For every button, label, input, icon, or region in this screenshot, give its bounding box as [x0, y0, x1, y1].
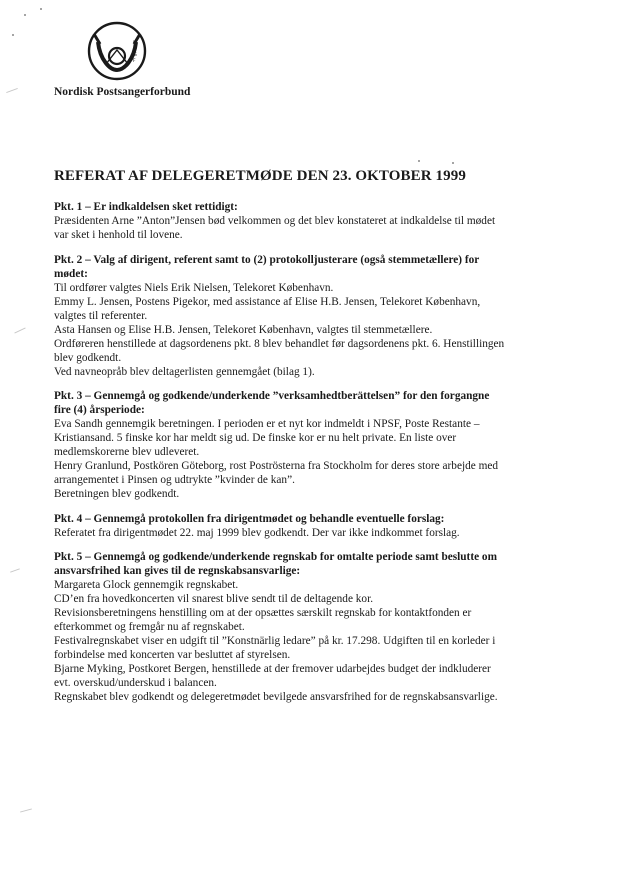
scan-speck: [40, 8, 42, 10]
section-text-line: Bjarne Myking, Postkoret Bergen, henstillede at der fremover udarbejdes budget der indkluderer: [54, 663, 491, 675]
organization-name: Nordisk Postsangerforbund: [54, 86, 191, 98]
scan-mark: [20, 808, 32, 812]
section-text-line: evt. overskud/underskud i balancen.: [54, 677, 217, 689]
section-text-line: Ved navneopråb blev deltagerlisten gennemgået (bilag 1).: [54, 365, 315, 378]
agenda-section: [54, 550, 594, 704]
scan-speck: [12, 34, 14, 36]
section-heading: mødet:: [54, 267, 88, 280]
section-text-line: Kristiansand. 5 finske kor har meldt sig ud. De finske kor er nu helt private. En liste over: [54, 432, 457, 444]
scan-mark: [6, 88, 18, 93]
svg-text:P: P: [134, 47, 137, 52]
document-title: REFERAT AF DELEGERETMØDE DEN 23. OKTOBER 1999: [54, 168, 466, 184]
section-text-line: Emmy L. Jensen, Postens Pigekor, med assistance af Elise H.B. Jensen, Telekoret København,: [54, 295, 481, 308]
section-text-line: forbindelse med koncerten var besluttet af styrelsen.: [54, 649, 291, 661]
section-text-line: Regnskabet blev godkendt og delegeretmødet bevilgede ansvarsfrihed for de regnskabsansvarlige.: [54, 691, 498, 703]
section-text-line: Beretningen blev godkendt.: [54, 488, 180, 500]
agenda-section: [54, 389, 594, 501]
section-text-line: Referatet fra dirigentmødet 22. maj 1999 blev godkendt. Der var ikke indkommet forslag.: [54, 526, 460, 539]
section-text-line: blev godkendt.: [54, 351, 122, 364]
section-heading: fire (4) årsperiode:: [54, 404, 145, 416]
section-heading: Pkt. 2 – Valg af dirigent, referent samt to (2) protokolljusterare (også stemmetællere) for: [54, 253, 480, 266]
npsf-posthorn-logo-icon: [86, 20, 148, 82]
section-text-line: valgtes til referenter.: [54, 309, 148, 322]
section-text-line: efterkommet og fremgår nu af regnskabet.: [54, 621, 245, 633]
section-heading: ansvarsfrihed kan gives til de regnskabsansvarlige:: [54, 565, 301, 577]
section-heading: Pkt. 5 – Gennemgå og godkende/underkende regnskab for omtalte periode samt beslutte om: [54, 551, 497, 563]
section-text-line: Festivalregnskabet viser en udgift til ”Konstnärlig ledare” på kr. 17.298. Udgiften til en korleder i: [54, 635, 496, 647]
section-text-line: var sket i henhold til lovene.: [54, 229, 183, 241]
agenda-section: [54, 512, 594, 540]
svg-text:S: S: [134, 53, 137, 58]
scan-mark: [10, 568, 20, 572]
section-text-line: Margareta Glock gennemgik regnskabet.: [54, 579, 239, 591]
section-text-line: Ordføreren henstillede at dagsordenens pkt. 8 blev behandlet før dagsordenens pkt. 6. Henstillingen: [54, 337, 505, 350]
scan-mark: [14, 328, 25, 334]
section-text-line: CD’en fra hovedkoncerten vil snarest blive sendt til de deltagende kor.: [54, 593, 374, 605]
section-heading: Pkt. 1 – Er indkaldelsen sket rettidigt:: [54, 201, 238, 213]
scan-speck: [452, 162, 454, 164]
section-heading: Pkt. 4 – Gennemgå protokollen fra dirigentmødet og behandle eventuelle forslag:: [54, 512, 445, 525]
agenda-section: [54, 253, 594, 379]
section-heading: Pkt. 3 – Gennemgå og godkende/underkende ”verksamhedtberättelsen” for den forgangne: [54, 390, 490, 402]
scan-speck: [418, 160, 420, 162]
section-text-line: Henry Granlund, Postkören Göteborg, rost Poströsterna fra Stockholm for deres store arbejde med: [54, 460, 499, 472]
agenda-section: [54, 200, 594, 242]
document-body: [54, 200, 594, 715]
section-text-line: Revisionsberetningens henstilling om at der opsættes særskilt regnskab for kontaktfonden er: [54, 607, 472, 619]
scan-speck: [24, 14, 26, 16]
svg-text:F: F: [133, 59, 136, 64]
section-text-line: Til ordfører valgtes Niels Erik Nielsen, Telekoret København.: [54, 281, 334, 294]
section-text-line: Præsidenten Arne ”Anton”Jensen bød velkommen og det blev konstateret at indkaldelse til mødet: [54, 215, 496, 227]
svg-text:N: N: [133, 41, 137, 46]
section-text-line: Eva Sandh gennemgik beretningen. I perioden er et nyt kor indmeldt i NPSF, Poste Restante –: [54, 418, 480, 430]
section-text-line: Asta Hansen og Elise H.B. Jensen, Telekoret København, valgtes til stemmetællere.: [54, 323, 433, 336]
section-text-line: medlemskorerne blev udleveret.: [54, 446, 200, 458]
section-text-line: arrangementet i Pinsen og udtrykte ”kvinder de kan”.: [54, 474, 295, 486]
